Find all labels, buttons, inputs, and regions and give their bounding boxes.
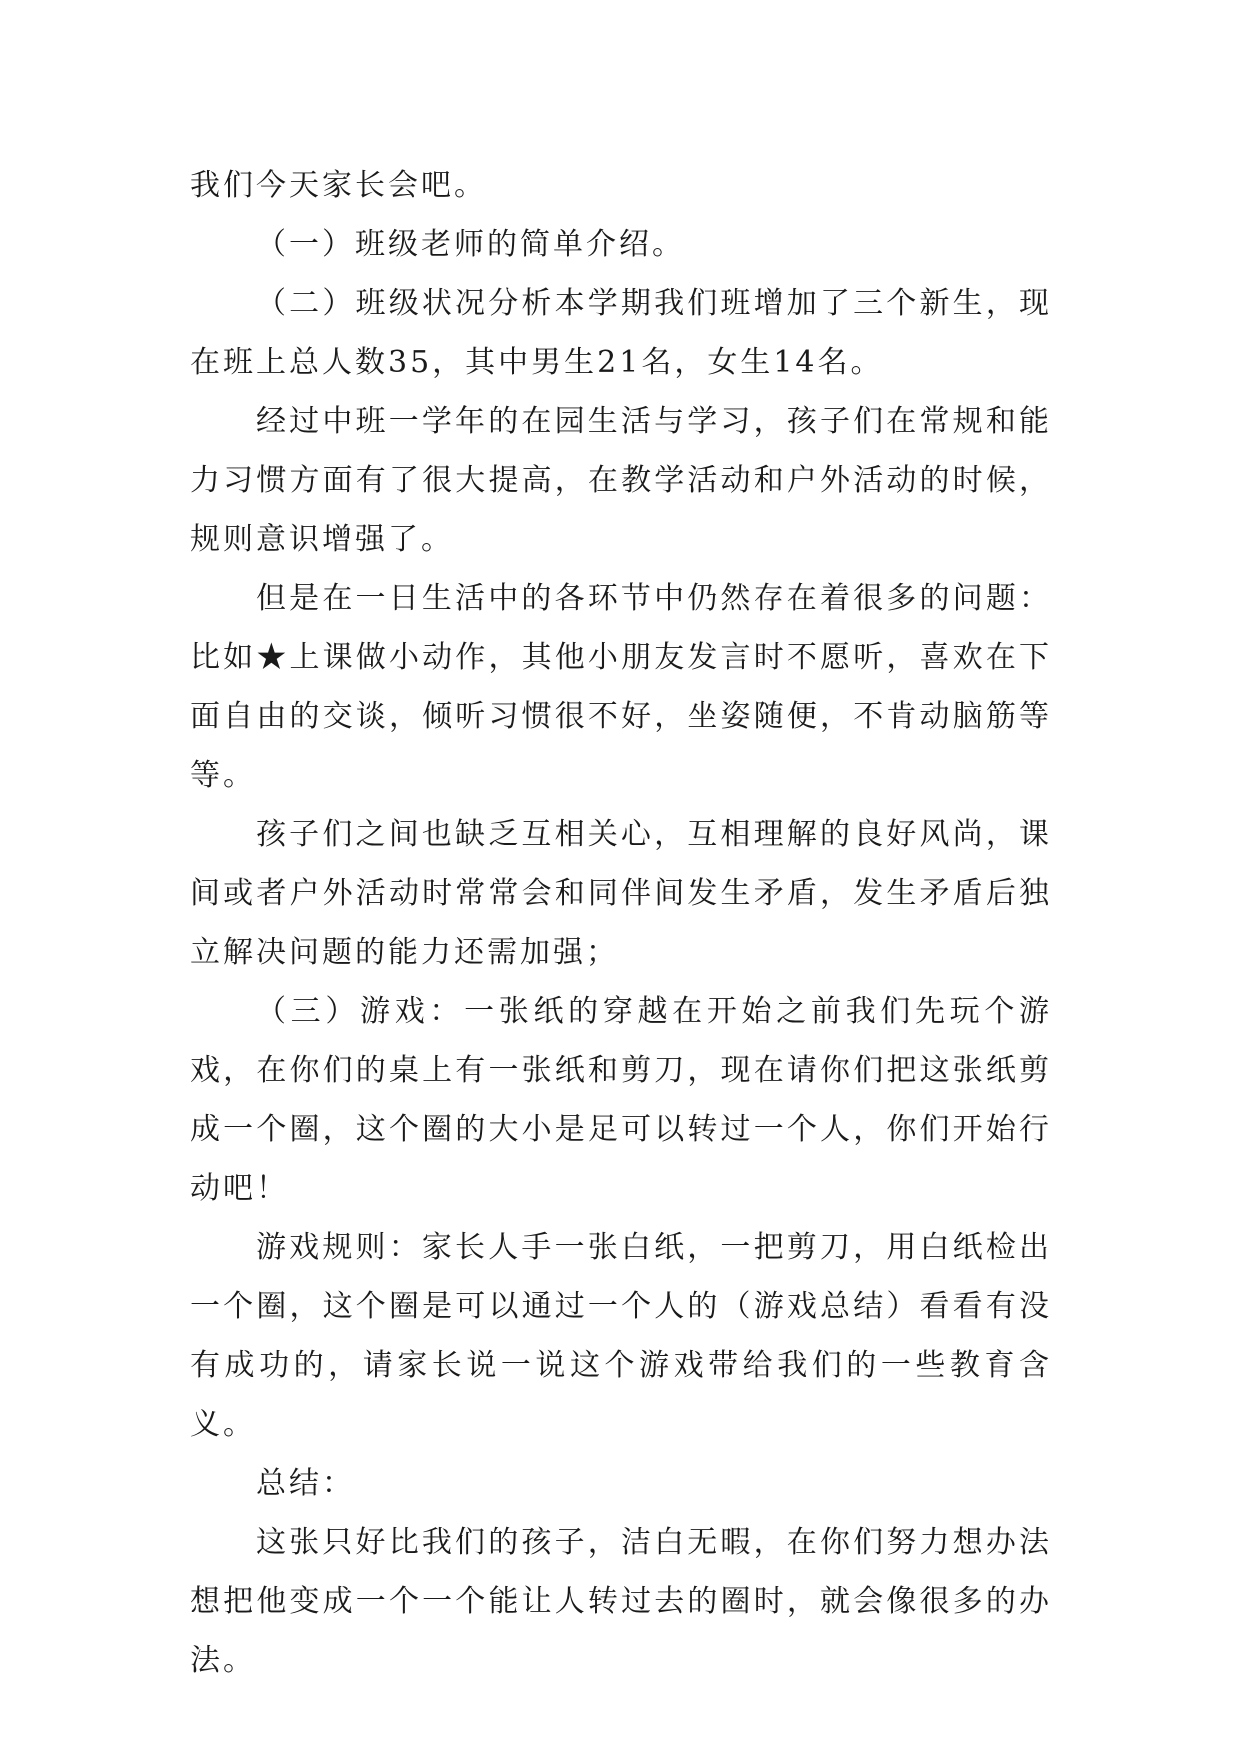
paragraph-1: 我们今天家长会吧。 bbox=[190, 168, 487, 203]
document-body bbox=[190, 156, 1052, 1690]
paragraph-7: （三）游戏：一张纸的穿越在开始之前我们先玩个游戏，在你们的桌上有一张纸和剪刀，现在请你们把这张纸剪成一个圈，这个圈的大小是足可以转过一个人，你们开始行动吧！ bbox=[190, 994, 1052, 1206]
paragraph-5: 但是在一日生活中的各环节中仍然存在着很多的问题：比如★上课做小动作，其他小朋友发言时不愿听，喜欢在下面自由的交谈，倾听习惯很不好，坐姿随便，不肯动脑筋等等。 bbox=[190, 581, 1052, 793]
paragraph-2: （一）班级老师的简单介绍。 bbox=[256, 227, 685, 262]
paragraph-6: 孩子们之间也缺乏互相关心，互相理解的良好风尚，课间或者户外活动时常常会和同伴间发生矛盾，发生矛盾后独立解决问题的能力还需加强； bbox=[190, 817, 1052, 970]
paragraph-8: 游戏规则：家长人手一张白纸，一把剪刀，用白纸检出一个圈，这个圈是可以通过一个人的（游戏总结）看看有没有成功的，请家长说一说这个游戏带给我们的一些教育含义。 bbox=[190, 1230, 1052, 1442]
paragraph-4: 经过中班一学年的在园生活与学习，孩子们在常规和能力习惯方面有了很大提高，在教学活动和户外活动的时候，规则意识增强了。 bbox=[190, 404, 1052, 557]
paragraph-10: 这张只好比我们的孩子，洁白无暇，在你们努力想办法想把他变成一个一个能让人转过去的圈时，就会像很多的办法。 bbox=[190, 1525, 1052, 1678]
paragraph-9: 总结： bbox=[256, 1466, 355, 1501]
paragraph-3: （二）班级状况分析本学期我们班增加了三个新生，现在班上总人数35，其中男生21名，女生14名。 bbox=[190, 286, 1052, 380]
